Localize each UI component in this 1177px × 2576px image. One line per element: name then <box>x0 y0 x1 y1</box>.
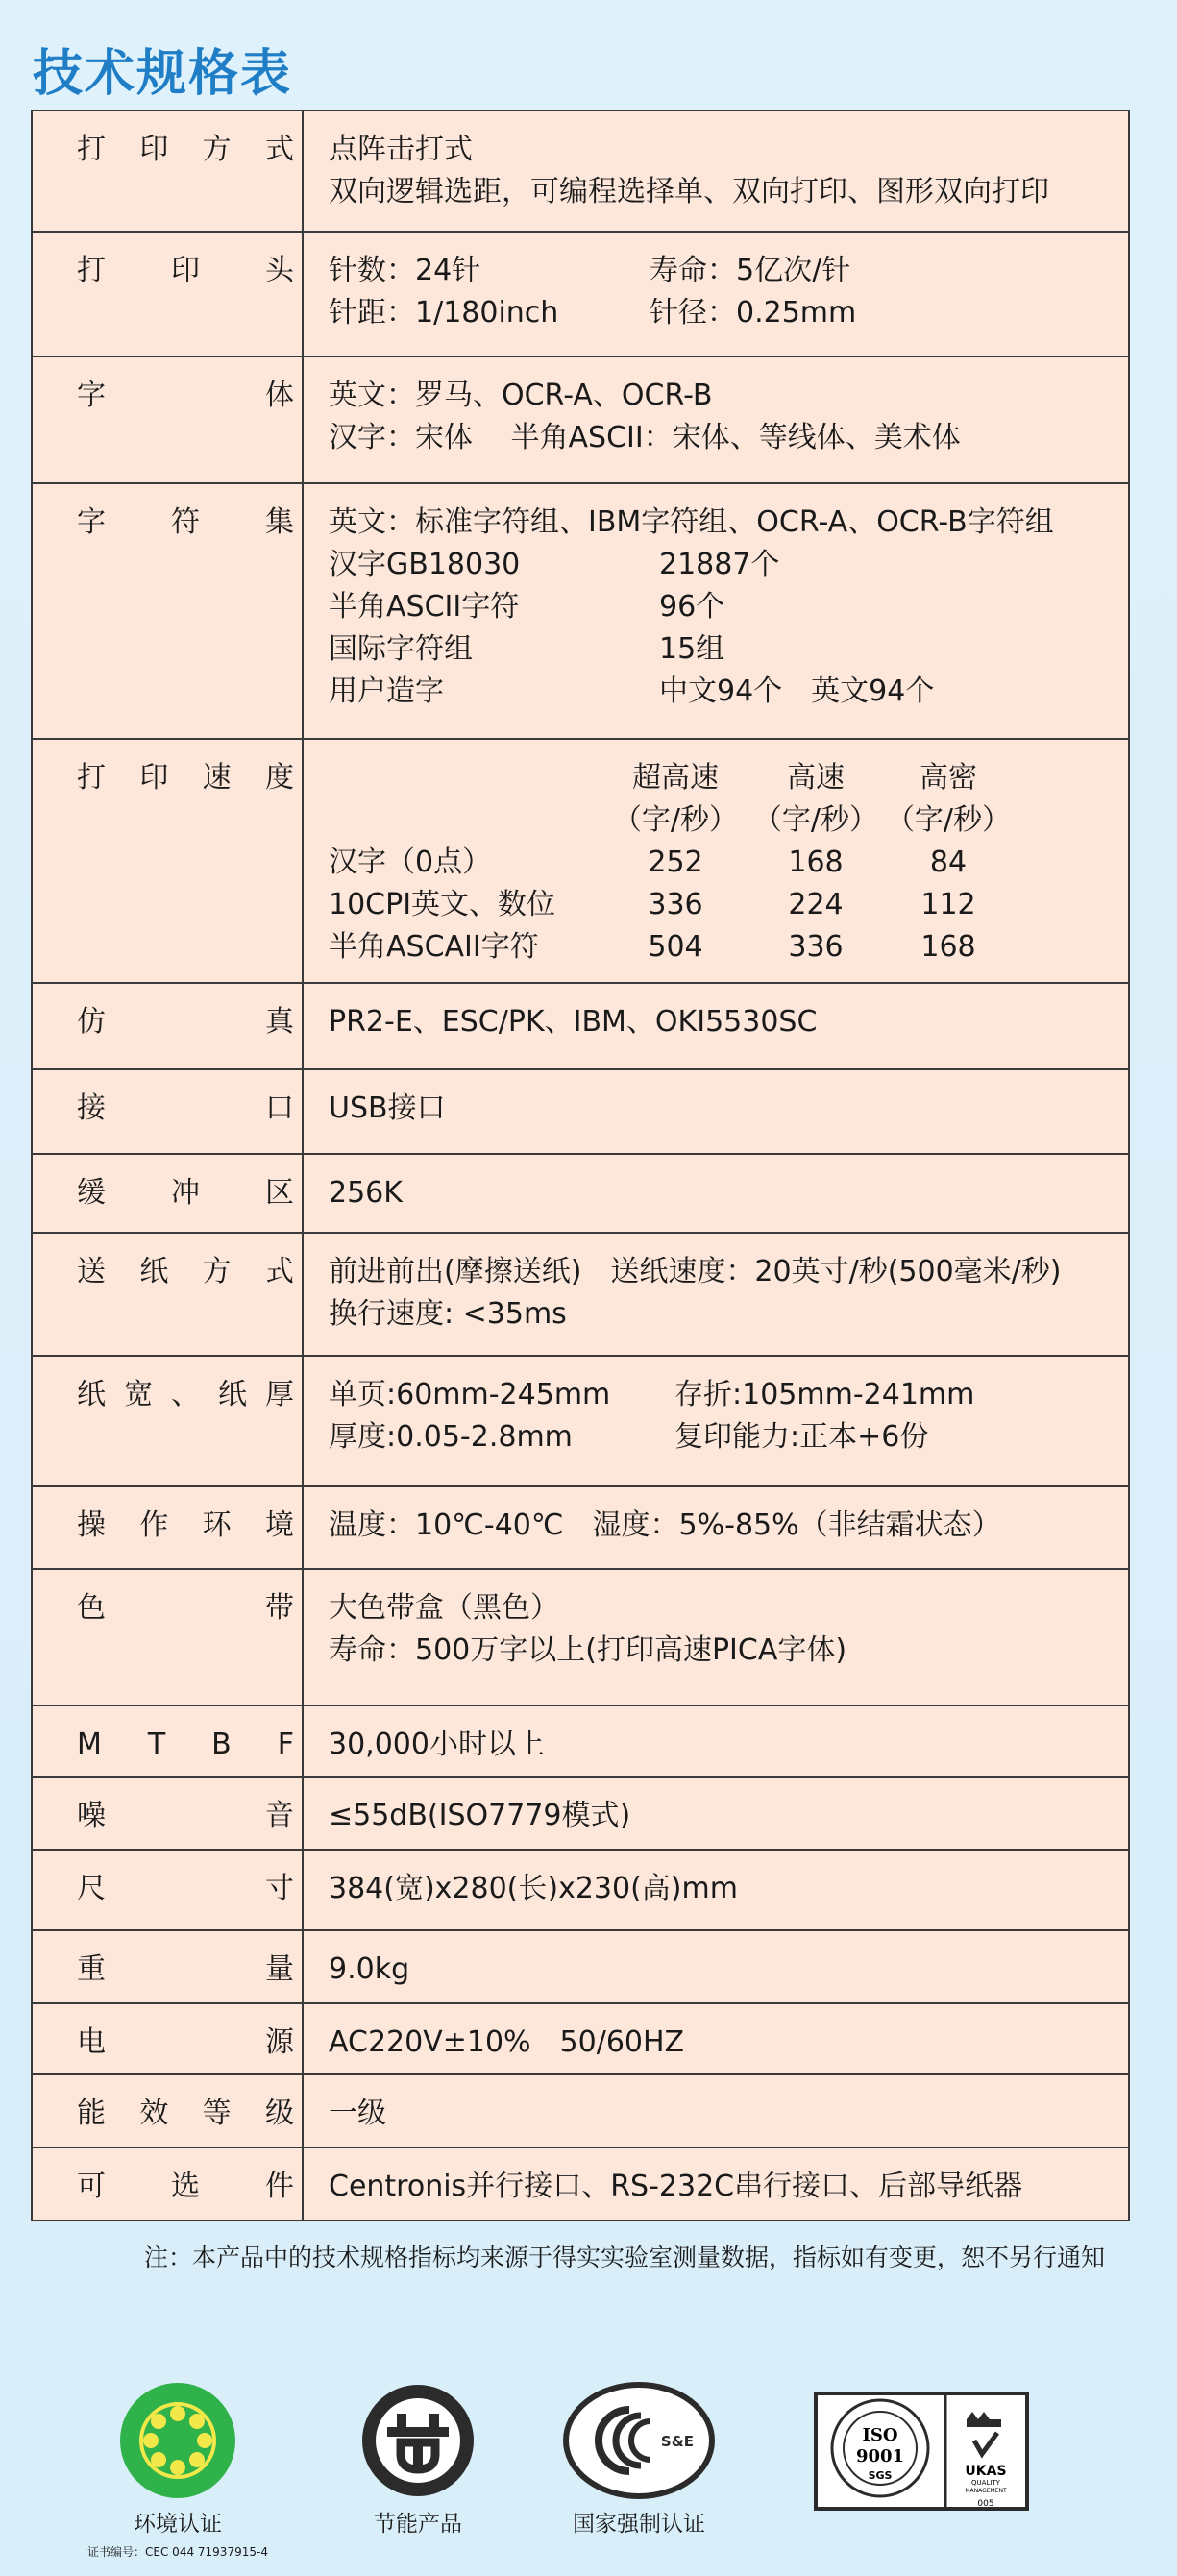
spec-row <box>32 1930 1129 2003</box>
cert-ccc-caption: 国家强制认证 <box>573 2512 705 2537</box>
spec-label-char: T <box>147 1728 166 1761</box>
spec-value-pair <box>329 1416 1118 1459</box>
spec-table <box>31 110 1130 2221</box>
speed-cell: （字/秒） <box>612 803 739 837</box>
spec-value-line: 换行速度: <35ms <box>329 1297 567 1331</box>
spec-value-line: 英文：标准字符组、IBM字符组、OCR-A、OCR-B字符组 <box>329 505 1054 539</box>
spec-row <box>32 483 1129 739</box>
china-environmental-label-icon <box>118 2381 237 2500</box>
spec-label-char: 方 <box>202 1255 232 1288</box>
spec-pair-key: 厚度:0.05-2.8mm <box>329 1420 573 1454</box>
spec-value <box>303 1569 1129 1705</box>
spec-label-text <box>77 129 294 171</box>
spec-value <box>303 1233 1129 1356</box>
spec-label-text <box>77 375 294 417</box>
speed-cell: 高速 <box>787 761 845 795</box>
spec-value-line: 前进前出(摩擦送纸) 送纸速度：20英寸/秒(500毫米/秒) <box>329 1255 1062 1288</box>
spec-label-char: 速 <box>202 761 232 795</box>
spec-label-char: 效 <box>139 2097 169 2130</box>
spec-label-char: 式 <box>264 1255 294 1288</box>
spec-label-text <box>77 1374 294 1416</box>
spec-label-char: 印 <box>139 761 169 795</box>
spec-pair-value: 96个 <box>659 590 725 624</box>
spec-pair-key: 单页:60mm-245mm <box>329 1378 611 1411</box>
footnote: 注：本产品中的技术规格指标均来源于得实实验室测量数据，指标如有变更，恕不另行通知 <box>144 2244 1106 2271</box>
spec-label-text <box>77 757 294 799</box>
spec-label-char: 噪 <box>77 1799 106 1832</box>
spec-value-pair <box>329 292 1118 334</box>
spec-value <box>303 1069 1129 1154</box>
spec-label-char: 环 <box>202 1509 232 1542</box>
spec-label-char: 操 <box>77 1509 106 1542</box>
spec-label-char: 印 <box>139 133 169 166</box>
spec-label-char: 冲 <box>171 1176 200 1210</box>
spec-row <box>32 2003 1129 2074</box>
spec-label <box>32 1705 303 1777</box>
spec-label-char: 量 <box>265 1952 294 1986</box>
spec-label <box>32 1569 303 1705</box>
spec-label-char: M <box>77 1728 102 1761</box>
spec-label-text <box>77 502 294 544</box>
spec-label <box>32 2074 303 2147</box>
spec-label <box>32 1850 303 1930</box>
spec-label-char: 打 <box>77 254 106 287</box>
speed-unit-row <box>329 799 1118 842</box>
speed-cell: 112 <box>920 888 976 921</box>
spec-value-line: 9.0kg <box>329 1952 410 1986</box>
spec-value-line: 256K <box>329 1176 403 1210</box>
spec-label-char: 方 <box>202 133 232 166</box>
spec-label-char: 口 <box>265 1092 294 1125</box>
ccc-certification-icon <box>562 2381 716 2500</box>
spec-label-char: 等 <box>202 2097 232 2130</box>
iso-number-mark: 9001 <box>855 2446 905 2466</box>
spec-value <box>303 739 1129 983</box>
page-title: 技术规格表 <box>33 45 293 103</box>
iso-mark: ISO <box>862 2425 898 2445</box>
speed-cell: 252 <box>648 846 703 879</box>
spec-label-char: 接 <box>77 1092 106 1125</box>
spec-value-pair <box>329 250 1118 292</box>
cert-iso9001 <box>813 2391 1030 2517</box>
speed-cell: 半角ASCAII字符 <box>329 930 539 964</box>
spec-value-line: 点阵击打式 <box>329 133 473 166</box>
spec-label-char: 级 <box>264 2097 294 2130</box>
spec-label-char: 选 <box>171 2170 200 2203</box>
spec-label-text <box>77 2093 294 2135</box>
spec-label-char: 源 <box>265 2025 294 2059</box>
spec-pair-key: 针距：1/180inch <box>329 296 559 330</box>
spec-label-char: 字 <box>77 379 106 412</box>
spec-row <box>32 2147 1129 2220</box>
spec-label-char: 体 <box>265 379 294 412</box>
spec-value-line: 384(宽)x280(长)x230(高)mm <box>329 1872 738 1905</box>
spec-row <box>32 2074 1129 2147</box>
spec-value <box>303 483 1129 739</box>
speed-cell <box>329 799 601 842</box>
spec-value <box>303 1850 1129 1930</box>
spec-pair-key: 国际字符组 <box>329 632 473 666</box>
spec-label-text <box>77 1587 294 1630</box>
spec-pair-value: 存折:105mm-241mm <box>674 1378 975 1411</box>
spec-label-char: 纸 <box>218 1378 247 1411</box>
spec-label-text <box>77 1795 294 1837</box>
spec-value <box>303 2003 1129 2074</box>
speed-cell: 汉字（0点） <box>329 846 492 879</box>
spec-label-char: 宽 <box>124 1378 153 1411</box>
spec-label-char: 集 <box>265 505 294 539</box>
spec-row <box>32 1569 1129 1705</box>
spec-pair-key: 汉字GB18030 <box>329 548 521 581</box>
spec-pair-key: 用户造字 <box>329 675 444 708</box>
spec-label-char: 可 <box>77 2170 106 2203</box>
spec-label-char: 寸 <box>265 1872 294 1905</box>
spec-value <box>303 110 1129 232</box>
spec-label-char: 尺 <box>77 1872 106 1905</box>
spec-label <box>32 2003 303 2074</box>
cert-environment <box>77 2381 279 2560</box>
spec-label-char: 字 <box>77 505 106 539</box>
cert-environment-caption: 环境认证 <box>134 2512 222 2537</box>
cert-ccc <box>552 2381 725 2538</box>
spec-label <box>32 2147 303 2220</box>
spec-value-line: 30,000小时以上 <box>329 1728 545 1761</box>
spec-row <box>32 1356 1129 1486</box>
spec-label <box>32 1930 303 2003</box>
spec-label-text <box>77 1088 294 1130</box>
spec-label-char: 能 <box>77 2097 106 2130</box>
spec-pair-key: 针数：24针 <box>329 254 481 287</box>
spec-value-line: 一级 <box>329 2097 386 2130</box>
spec-pair-value: 15组 <box>659 632 725 666</box>
spec-value <box>303 1356 1129 1486</box>
cert-energy-saving <box>341 2381 495 2538</box>
spec-label-text <box>77 1724 294 1766</box>
spec-label <box>32 739 303 983</box>
spec-label-char: 区 <box>265 1176 294 1210</box>
spec-value-line: 大色带盒（黑色） <box>329 1591 559 1625</box>
speed-header-row <box>329 757 1118 799</box>
spec-label-text <box>77 1505 294 1547</box>
spec-value-line: Centronis并行接口、RS-232C串行接口、后部导纸器 <box>329 2170 1023 2203</box>
spec-value <box>303 2074 1129 2147</box>
spec-label-char: 缓 <box>77 1176 106 1210</box>
spec-value <box>303 232 1129 356</box>
ukas-management-mark: MANAGEMENT <box>965 2488 1007 2494</box>
spec-label-text <box>77 2022 294 2064</box>
sgs-mark: SGS <box>868 2469 893 2482</box>
spec-value-line: 汉字：宋体 半角ASCII：宋体、等线体、美术体 <box>329 421 961 454</box>
spec-value-pair <box>329 671 1118 713</box>
spec-pair-value: 复印能力:正本+6份 <box>674 1420 929 1454</box>
spec-label-char: 、 <box>171 1378 200 1411</box>
spec-label-text <box>77 1868 294 1910</box>
spec-label-text <box>77 1172 294 1214</box>
spec-value-pair <box>329 544 1118 586</box>
ukas-quality-mark: QUALITY <box>971 2479 1000 2487</box>
spec-pair-value: 寿命：5亿次/针 <box>650 254 851 287</box>
spec-label-char: 式 <box>264 133 294 166</box>
spec-label-char: 作 <box>139 1509 169 1542</box>
speed-cell: 10CPI英文、数位 <box>329 888 556 921</box>
spec-pair-value: 中文94个 英文94个 <box>659 675 935 708</box>
spec-label-char: 厚 <box>265 1378 294 1411</box>
spec-label-char: F <box>277 1728 294 1761</box>
spec-row <box>32 110 1129 232</box>
spec-value-line: 温度：10℃-40℃ 湿度：5%-85%（非结霜状态） <box>329 1509 1001 1542</box>
ukas-number-mark: 005 <box>977 2499 994 2509</box>
speed-cell: 超高速 <box>632 761 719 795</box>
speed-cell: 336 <box>788 930 844 964</box>
spec-label <box>32 232 303 356</box>
spec-label-char: 电 <box>77 2025 106 2059</box>
cert-energy-saving-caption: 节能产品 <box>374 2512 462 2537</box>
spec-row <box>32 356 1129 483</box>
spec-label-char: B <box>211 1728 232 1761</box>
speed-data-row <box>329 926 1118 969</box>
energy-saving-product-icon <box>358 2381 478 2500</box>
spec-label-char: 头 <box>265 254 294 287</box>
spec-value <box>303 1486 1129 1569</box>
spec-label <box>32 1777 303 1850</box>
speed-cell: 336 <box>648 888 703 921</box>
spec-label-text <box>77 1001 294 1043</box>
spec-label-text <box>77 1949 294 1991</box>
spec-value <box>303 356 1129 483</box>
spec-label-char: 印 <box>171 254 200 287</box>
speed-cell: 168 <box>788 846 844 879</box>
spec-value-line: 寿命：500万字以上(打印高速PICA字体) <box>329 1633 847 1667</box>
ccc-mark-text: S&E <box>660 2433 695 2450</box>
speed-cell: 84 <box>929 846 968 879</box>
spec-label-char: 境 <box>264 1509 294 1542</box>
spec-label-char: 件 <box>265 2170 294 2203</box>
spec-value-pair <box>329 628 1118 671</box>
speed-cell: 224 <box>788 888 844 921</box>
spec-label-char: 色 <box>77 1591 106 1625</box>
spec-value <box>303 1154 1129 1233</box>
spec-value-line: ≤55dB(ISO7779模式) <box>329 1799 631 1832</box>
spec-row <box>32 232 1129 356</box>
spec-label-char: 符 <box>171 505 200 539</box>
cert-environment-number: 证书编号：CEC 044 71937915-4 <box>87 2545 268 2559</box>
spec-label <box>32 1154 303 1233</box>
spec-label-char: 打 <box>77 761 106 795</box>
speed-cell: 高密 <box>920 761 977 795</box>
spec-label-char: 重 <box>77 1952 106 1986</box>
spec-label <box>32 1069 303 1154</box>
speed-data-row <box>329 884 1118 926</box>
spec-label <box>32 983 303 1069</box>
spec-label-char: 纸 <box>139 1255 169 1288</box>
spec-label <box>32 356 303 483</box>
spec-row <box>32 1705 1129 1777</box>
spec-value <box>303 1930 1129 2003</box>
spec-label-text <box>77 1251 294 1293</box>
speed-cell: （字/秒） <box>885 803 1012 837</box>
spec-value-line: AC220V±10% 50/60HZ <box>329 2025 685 2059</box>
spec-label <box>32 110 303 232</box>
spec-row <box>32 983 1129 1069</box>
spec-value-pair <box>329 586 1118 628</box>
spec-value <box>303 2147 1129 2220</box>
speed-data-row <box>329 842 1118 884</box>
spec-label-char: 带 <box>265 1591 294 1625</box>
spec-label <box>32 483 303 739</box>
spec-label-char: 仿 <box>77 1005 106 1039</box>
spec-label-char: 纸 <box>77 1378 106 1411</box>
spec-label <box>32 1356 303 1486</box>
speed-cell: （字/秒） <box>752 803 879 837</box>
speed-cell: 168 <box>920 930 976 964</box>
spec-label-text <box>77 250 294 292</box>
spec-label-text <box>77 2166 294 2208</box>
spec-label-char: 送 <box>77 1255 106 1288</box>
speed-cell: 504 <box>648 930 703 964</box>
ukas-mark: UKAS <box>965 2464 1007 2479</box>
spec-label-char: 音 <box>265 1799 294 1832</box>
iso9001-ukas-certification-icon <box>813 2391 1030 2512</box>
spec-pair-value: 21887个 <box>659 548 780 581</box>
spec-row <box>32 739 1129 983</box>
spec-value-line: USB接口 <box>329 1092 446 1125</box>
spec-row <box>32 1069 1129 1154</box>
spec-value-line: 英文：罗马、OCR-A、OCR-B <box>329 379 713 412</box>
spec-value-line: PR2-E、ESC/PK、IBM、OKI5530SC <box>329 1005 818 1039</box>
spec-value <box>303 1777 1129 1850</box>
spec-row <box>32 1233 1129 1356</box>
spec-row <box>32 1486 1129 1569</box>
spec-pair-value: 针径：0.25mm <box>650 296 857 330</box>
speed-cell <box>329 757 601 799</box>
spec-value-pair <box>329 1374 1118 1416</box>
spec-row <box>32 1850 1129 1930</box>
spec-label-char: 打 <box>77 133 106 166</box>
spec-label-char: 真 <box>265 1005 294 1039</box>
spec-value-line: 双向逻辑选距，可编程选择单、双向打印、图形双向打印 <box>329 175 1049 209</box>
spec-row <box>32 1777 1129 1850</box>
spec-label-char: 度 <box>264 761 294 795</box>
spec-label <box>32 1233 303 1356</box>
spec-pair-key: 半角ASCII字符 <box>329 590 520 624</box>
spec-row <box>32 1154 1129 1233</box>
spec-label <box>32 1486 303 1569</box>
spec-value <box>303 983 1129 1069</box>
spec-value <box>303 1705 1129 1777</box>
